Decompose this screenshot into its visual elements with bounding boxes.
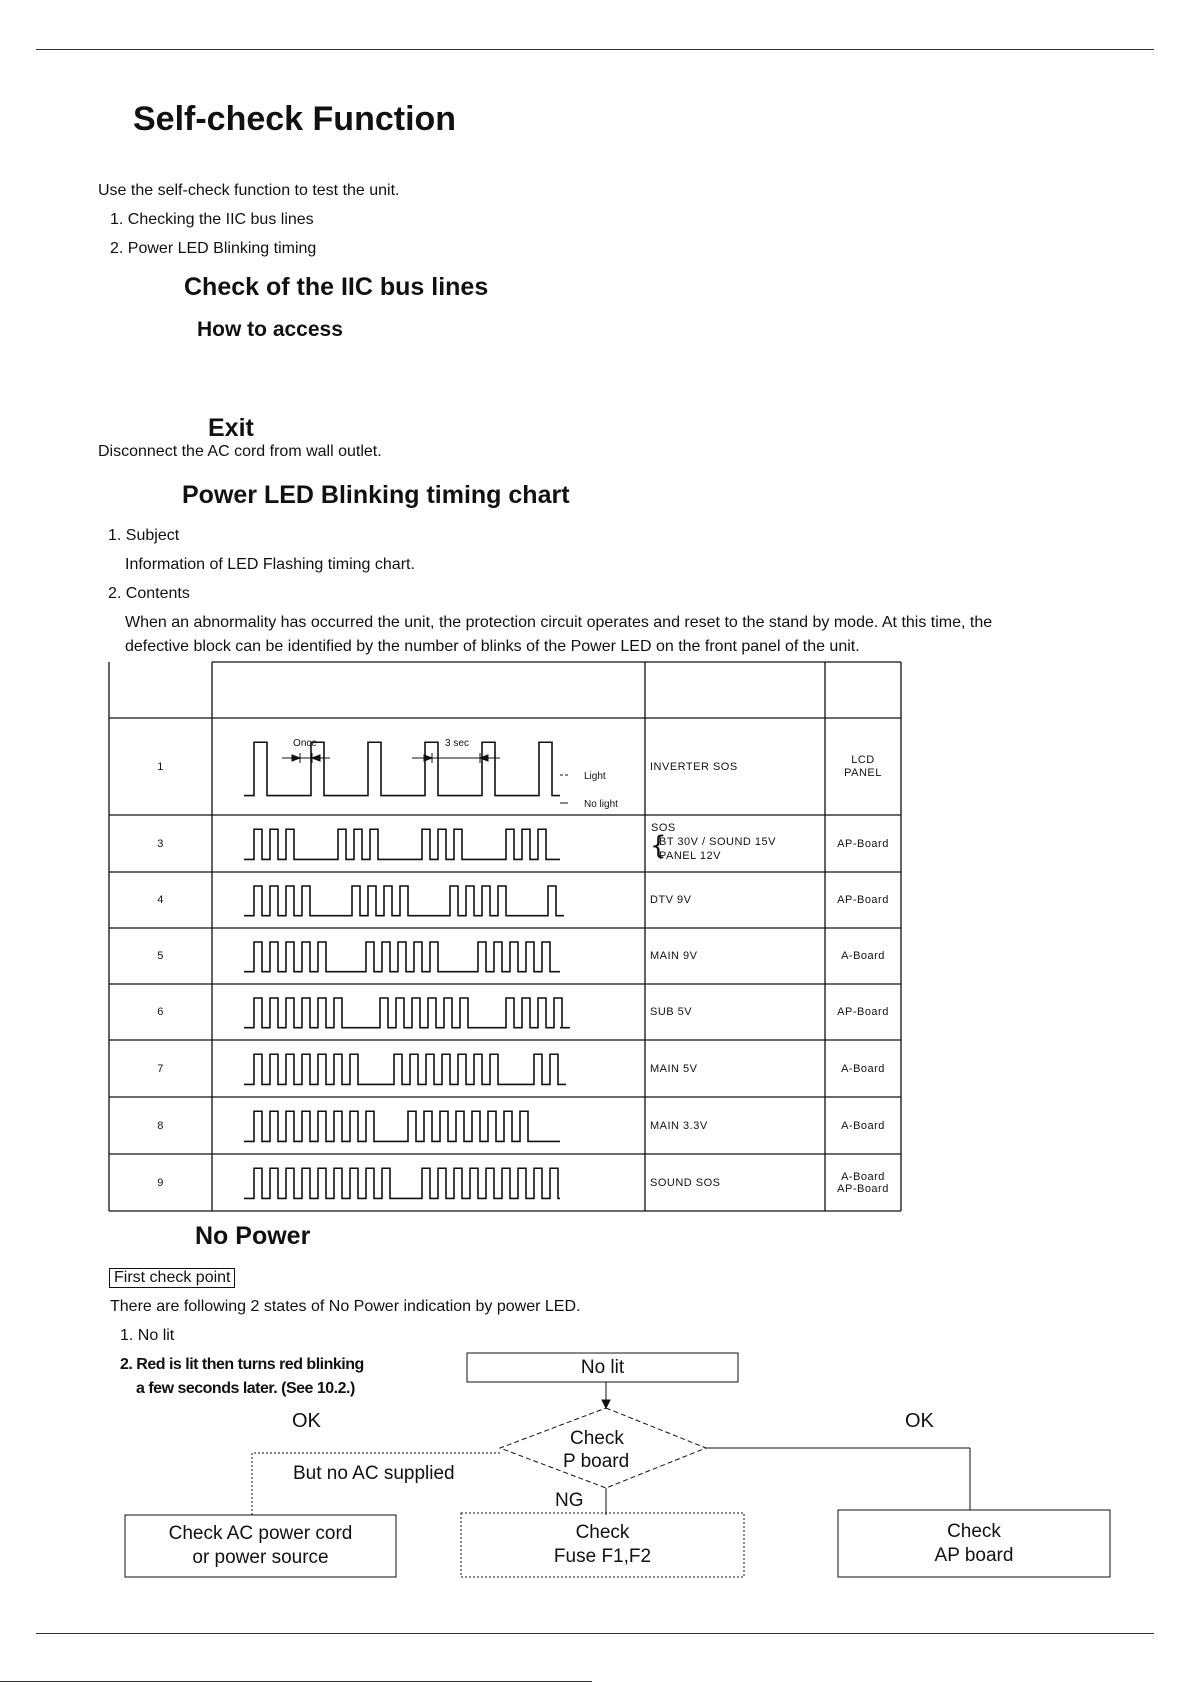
blink-count: 4: [157, 894, 164, 906]
check-ac-text: [125, 1515, 396, 1577]
footer-rule: [0, 1681, 592, 1682]
check-ac-line-1: Check AC power cord: [168, 1523, 353, 1544]
blink-waveform-7: [244, 1054, 566, 1084]
decision-line-2: P board: [563, 1451, 630, 1472]
first-check-point-label: First check point: [109, 1268, 235, 1288]
blink-count: 3: [157, 837, 164, 850]
item-main5: MAIN 5V: [650, 1062, 698, 1075]
exit-text: Disconnect the AC cord from wall outlet.: [98, 443, 382, 460]
check-fuse-line-1: Check: [575, 1522, 630, 1543]
board-cell: A-Board AP-Board: [837, 1170, 889, 1195]
blink-waveform-9: [244, 1168, 560, 1198]
states-text: There are following 2 states of No Power indication by power LED.: [110, 1298, 581, 1315]
item-sos-detail-2: PANEL 12V: [659, 850, 721, 862]
blink-waveform-4: [244, 886, 564, 916]
state-2a: 2. Red is lit then turns red blinking: [120, 1356, 364, 1373]
check-fuse-text: [461, 1513, 744, 1577]
ok-left: OK: [292, 1410, 321, 1432]
blink-count: 7: [157, 1062, 164, 1075]
item-sos: SOS: [651, 822, 676, 834]
legend-nolight: No light: [584, 799, 618, 810]
item-main9: MAIN 9V: [650, 950, 698, 962]
state-1: 1. No lit: [120, 1327, 175, 1344]
blink-count: 6: [157, 1006, 164, 1018]
blink-count: 1: [157, 760, 164, 773]
blink-waveform-8: [244, 1111, 560, 1141]
led-heading: Power LED Blinking timing chart: [182, 481, 570, 509]
blink-count: 8: [157, 1119, 164, 1132]
contents-text-1: When an abnormality has occurred the unit, the protection circuit operates and reset to the stand by mode. At this time, the: [125, 614, 993, 631]
board-cell: A-Board: [841, 1119, 885, 1132]
legend-light: Light: [584, 771, 606, 782]
contents-label: 2. Contents: [108, 585, 190, 602]
board-cell: A-Board: [841, 1062, 885, 1075]
intro-item-1: 1. Checking the IIC bus lines: [110, 211, 314, 228]
subject-text: Information of LED Flashing timing chart.: [125, 556, 415, 573]
blink-waveform-3: [244, 829, 560, 859]
state-2b: a few seconds later. (See 10.2.): [136, 1380, 355, 1397]
blink-count: 5: [157, 950, 164, 962]
subject-label: 1. Subject: [108, 527, 180, 544]
board-cell: LCD PANEL: [844, 753, 882, 779]
decision-line-1: Check: [570, 1428, 624, 1449]
blink-waveform-5: [244, 942, 560, 972]
item-sos-detail-1: BT 30V / SOUND 15V: [659, 836, 777, 848]
exit-heading: Exit: [208, 414, 254, 442]
item-sos-brace: {: [650, 831, 667, 861]
blink-waveform-6: [244, 998, 570, 1028]
ok-right: OK: [905, 1410, 934, 1432]
page-title: Self-check Function: [133, 100, 457, 138]
contents-text-2: defective block can be identified by the number of blinks of the Power LED on the front panel of the unit.: [125, 638, 860, 655]
item-sub5: SUB 5V: [650, 1006, 693, 1018]
check-ap-line-1: Check: [947, 1520, 1001, 1542]
item-main33: MAIN 3.3V: [650, 1119, 708, 1132]
board-cell: AP-Board: [837, 894, 889, 906]
item-soundsos: SOUND SOS: [650, 1176, 721, 1189]
how-to-access-heading: How to access: [197, 318, 343, 341]
blink-count: 9: [157, 1176, 164, 1189]
no-lit-text: No lit: [580, 1356, 625, 1378]
blink-waveform-1: [244, 742, 560, 795]
legend-sec: 3 sec: [445, 738, 469, 749]
no-power-heading: No Power: [195, 1222, 311, 1250]
check-ap-text: [838, 1510, 1110, 1577]
no-ac-label: But no AC supplied: [293, 1463, 455, 1484]
board-cell: AP-Board: [837, 1006, 889, 1018]
check-ac-line-2: or power source: [192, 1547, 329, 1568]
intro-text: Use the self-check function to test the unit.: [98, 182, 400, 199]
check-ap-line-2: AP board: [934, 1544, 1014, 1566]
ng-label: NG: [555, 1490, 584, 1511]
bottom-rule: [36, 1633, 1154, 1634]
iic-heading: Check of the IIC bus lines: [184, 273, 489, 301]
legend-once: Once: [293, 738, 317, 749]
item-inverter: INVERTER SOS: [650, 760, 738, 773]
board-cell: A-Board: [841, 950, 885, 962]
item-dtv: DTV 9V: [650, 894, 692, 906]
board-cell: AP-Board: [837, 837, 889, 850]
intro-item-2: 2. Power LED Blinking timing: [110, 240, 317, 257]
check-fuse-line-2: Fuse F1,F2: [553, 1546, 652, 1567]
